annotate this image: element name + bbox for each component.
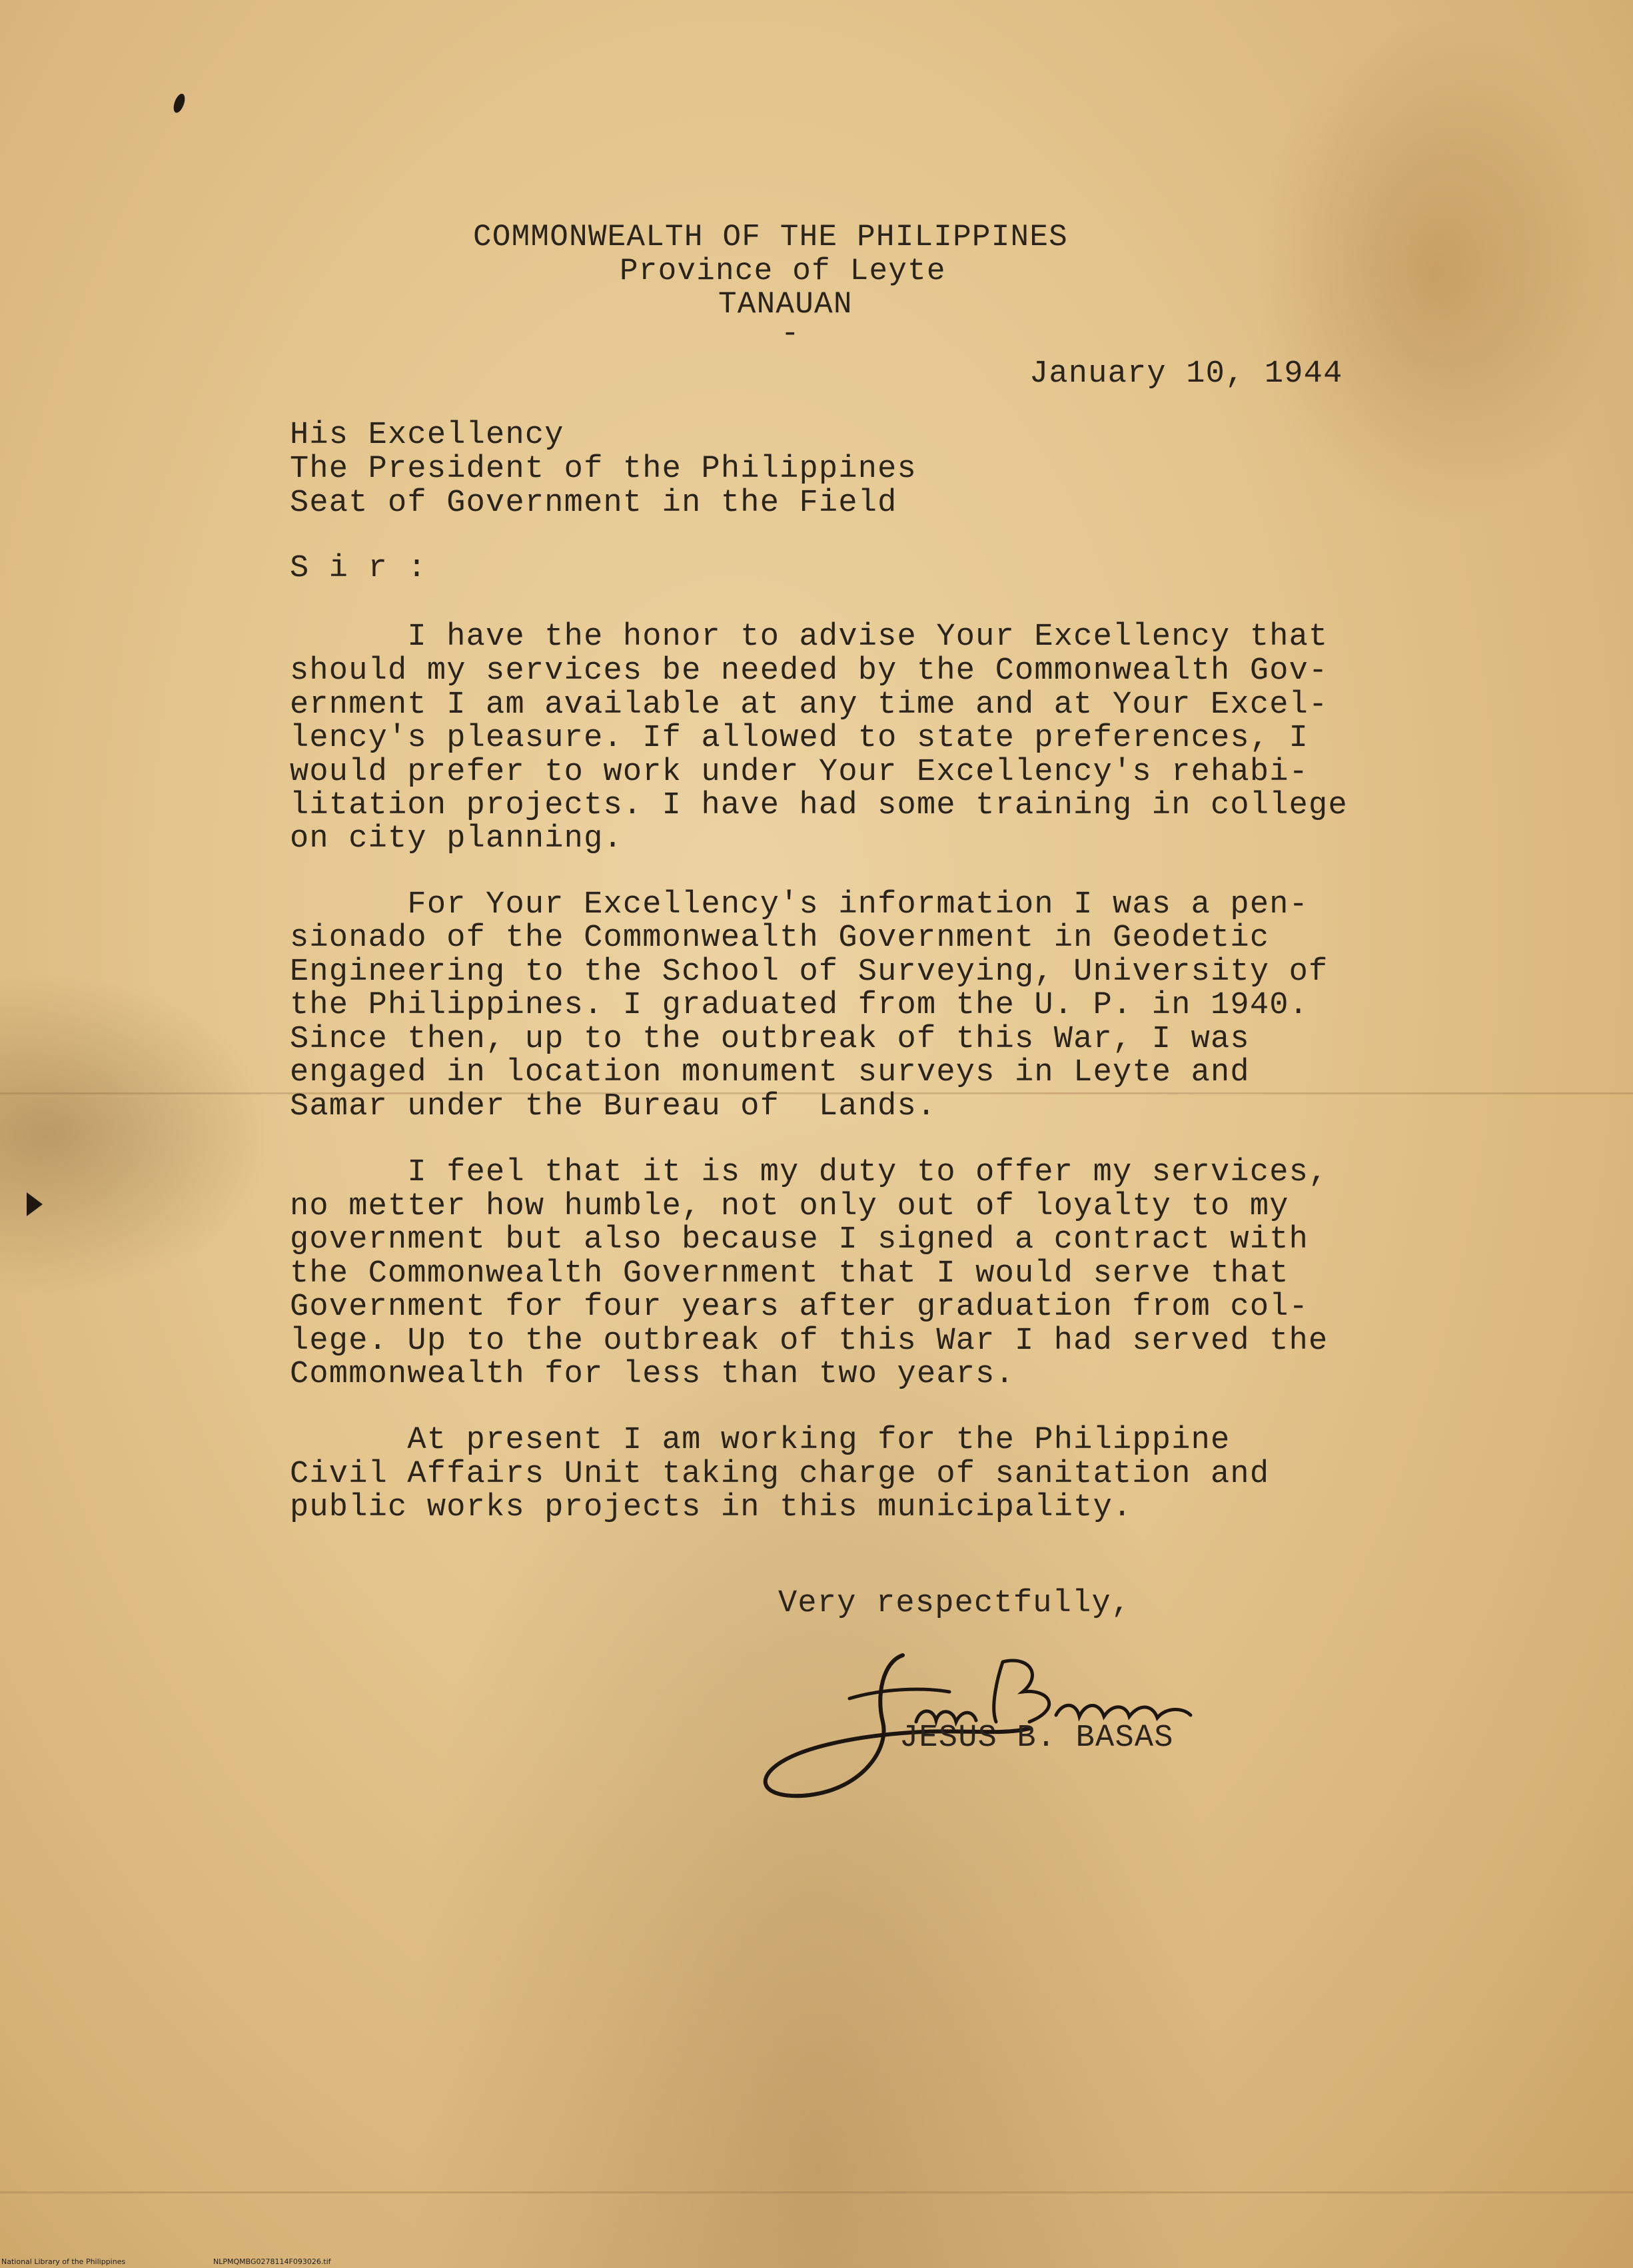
paragraph-line: the Commonwealth Government that I would serve that — [290, 1256, 1289, 1292]
punch-mark — [27, 1192, 43, 1216]
paragraph-line: government but also because I signed a contract with — [290, 1222, 1309, 1258]
paragraph-line: no metter how humble, not only out of loyalty to my — [290, 1189, 1289, 1224]
salutation: S i r : — [290, 551, 427, 586]
paragraph-line: For Your Excellency's information I was a pen- — [290, 887, 1309, 923]
paragraph-line: I feel that it is my duty to offer my services, — [290, 1155, 1329, 1190]
paragraph-line: Civil Affairs Unit taking charge of sanitation and — [290, 1457, 1270, 1492]
letterhead-title: COMMONWEALTH OF THE PHILIPPINES — [473, 220, 1068, 254]
addressee-line: The President of the Philippines — [290, 452, 917, 487]
paragraph-line: Commonwealth for less than two years. — [290, 1357, 1015, 1392]
paragraph-line: lege. Up to the outbreak of this War I had served the — [290, 1323, 1329, 1359]
paper-fold — [0, 2191, 1633, 2193]
paragraph-line: Government for four years after graduation from col- — [290, 1290, 1309, 1325]
archive-file-id: NLPMQMBG0278114F093026.tif — [213, 2257, 331, 2266]
paragraph-line: ernment I am available at any time and at Your Excel- — [290, 687, 1329, 723]
signatory-name: JESUS B. BASAS — [899, 1720, 1174, 1756]
paragraph-line: public works projects in this municipality. — [290, 1490, 1133, 1525]
paragraph-line: on city planning. — [290, 821, 623, 857]
ink-blot-mark — [171, 93, 187, 115]
paragraph-line: At present I am working for the Philippine — [290, 1423, 1231, 1458]
addressee-line: Seat of Government in the Field — [290, 486, 897, 521]
letterhead-dash: - — [781, 316, 800, 351]
paragraph-line: I have the honor to advise Your Excellency that — [290, 619, 1329, 655]
paragraph-line: lency's pleasure. If allowed to state preferences, I — [290, 721, 1309, 756]
paragraph-line: litation projects. I have had some training in college — [290, 788, 1348, 823]
letter-date: January 10, 1944 — [1029, 356, 1343, 392]
paragraph-line: would prefer to work under Your Excellency's rehabi- — [290, 755, 1309, 790]
paragraph-line: Since then, up to the outbreak of this War, I was — [290, 1022, 1250, 1057]
letterhead-town: TANAUAN — [718, 287, 853, 322]
paragraph-line: Samar under the Bureau of Lands. — [290, 1089, 937, 1124]
paragraph-line: engaged in location monument surveys in Leyte and — [290, 1055, 1250, 1090]
archive-credit: National Library of the Philippines — [1, 2257, 126, 2266]
letterhead-province: Province of Leyte — [620, 254, 946, 288]
paragraph-line: sionado of the Commonwealth Government in Geodetic — [290, 921, 1270, 956]
paragraph-line: the Philippines. I graduated from the U. P. in 1940. — [290, 988, 1309, 1023]
addressee-line: His Excellency — [290, 418, 564, 453]
closing: Very respectfully, — [778, 1586, 1131, 1621]
paragraph-line: Engineering to the School of Surveying, University of — [290, 954, 1329, 990]
paragraph-line: should my services be needed by the Commonwealth Gov- — [290, 653, 1329, 689]
